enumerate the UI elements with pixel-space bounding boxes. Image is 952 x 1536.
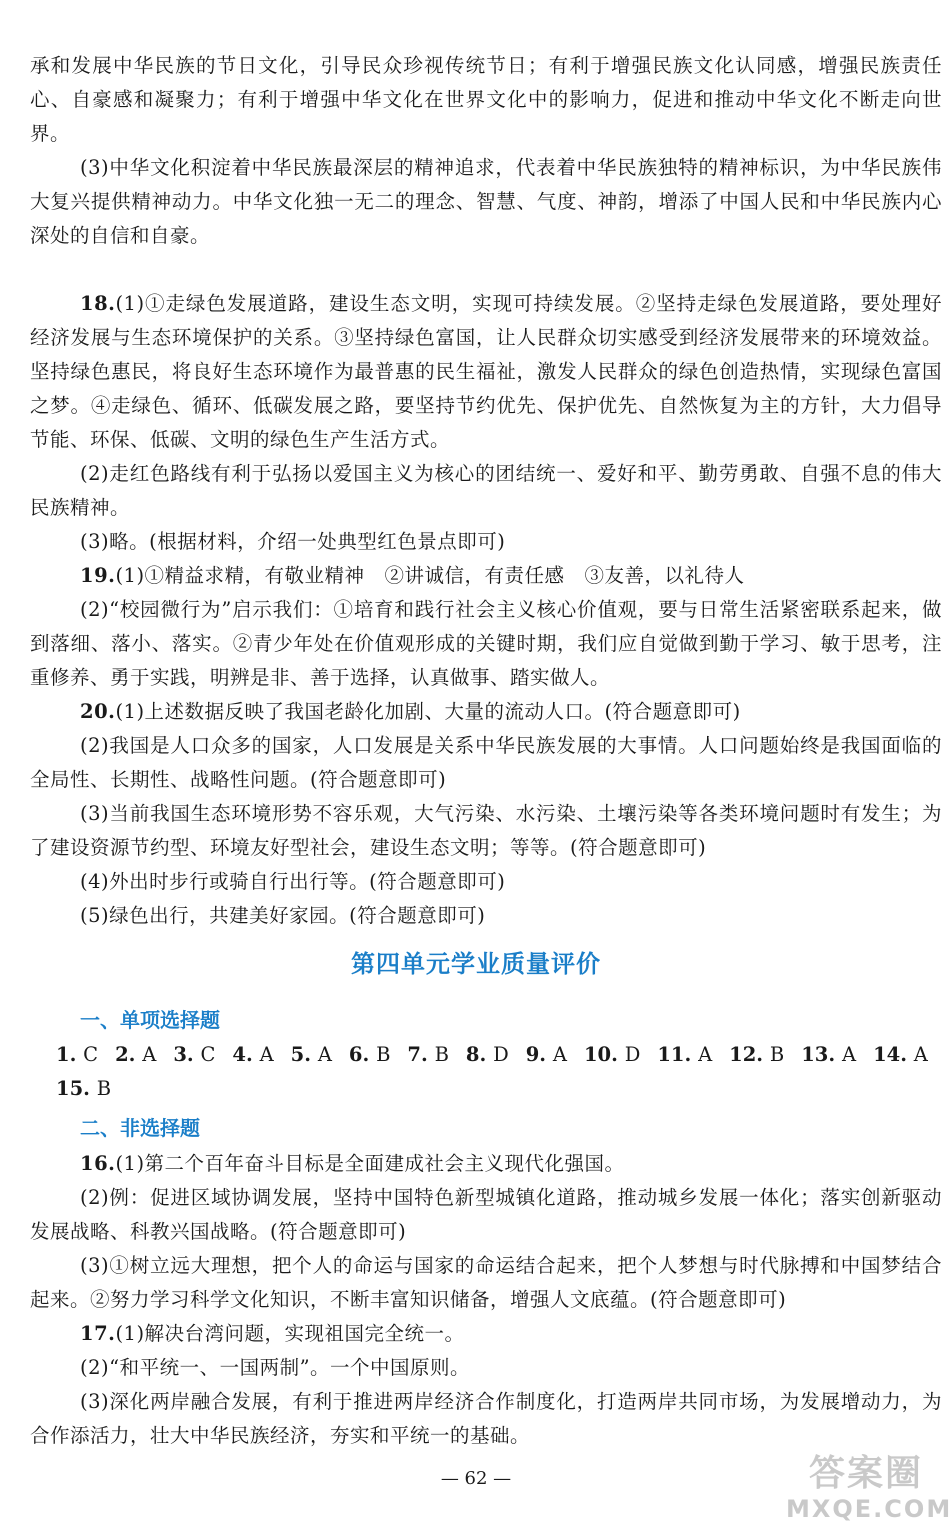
watermark-logo — [786, 1452, 952, 1532]
answer-number: 11. — [657, 1043, 692, 1066]
paragraph-17-3: (3)中华文化积淀着中华民族最深层的精神追求，代表着中华民族独特的精神标识，为中华民族伟大复兴提供精神动力。中华文化独一无二的理念、智慧、气度、神韵，增添了中国人民和中华民族内心深处的自信和自豪。 — [30, 156, 942, 247]
answer-value: A — [317, 1043, 332, 1066]
answer-value: B — [376, 1043, 391, 1066]
q19-number: 19. — [80, 564, 116, 587]
watermark-top: 答案圈 — [808, 1453, 923, 1494]
answer-item — [232, 1038, 273, 1072]
answer-number: 13. — [801, 1043, 836, 1066]
answer-value: B — [769, 1043, 785, 1066]
answer-number: 5. — [290, 1043, 312, 1066]
answer-number: 14. — [873, 1043, 907, 1066]
q17-part3: (3)深化两岸融合发展，有利于推进两岸经济合作制度化，打造两岸共同市场，为发展增动力，为合作添活力，壮大中华民族经济，夯实和平统一的基础。 — [30, 1390, 942, 1447]
answer-number: 4. — [232, 1043, 253, 1066]
answer-item — [173, 1038, 215, 1072]
answer-number: 8. — [465, 1043, 487, 1066]
answer-number: 6. — [348, 1043, 370, 1066]
answer-item — [729, 1038, 784, 1072]
q19-part1 — [30, 559, 942, 593]
answer-item — [657, 1038, 712, 1072]
answer-number: 15. — [56, 1077, 90, 1100]
q16-number: 16. — [80, 1152, 116, 1175]
answer-value: A — [142, 1043, 157, 1066]
paragraph-continued: 承和发展中华民族的节日文化，引导民众珍视传统节日；有利于增强民族文化认同感，增强民族责任心、自豪感和凝聚力；有利于增强中华文化在世界文化中的影响力，促进和推动中华文化不断走向世界。 — [30, 54, 942, 145]
q20-part1-text: (1)上述数据反映了我国老龄化加剧、大量的流动人口。(符合题意即可) — [115, 700, 741, 723]
answer-value: A — [913, 1043, 928, 1066]
answer-item — [349, 1038, 391, 1072]
answer-item — [873, 1038, 928, 1072]
answer-value: C — [83, 1043, 99, 1066]
answer-item — [526, 1038, 567, 1072]
answer-item — [466, 1038, 509, 1072]
page-number: — 62 — — [440, 1468, 512, 1489]
q16-part1 — [30, 1147, 942, 1181]
q17-part1-text: (1)解决台湾问题，实现祖国完全统一。 — [115, 1322, 465, 1345]
answer-value: A — [552, 1043, 567, 1066]
answer-number: 1. — [56, 1043, 77, 1066]
q18-part2: (2)走红色路线有利于弘扬以爱国主义为核心的团结统一、爱好和平、勤劳勇敢、自强不息的伟大民族精神。 — [30, 462, 942, 519]
answer-list — [56, 1038, 946, 1106]
q16-part3: (3)①树立远大理想，把个人的命运与国家的命运结合起来，把个人梦想与时代脉搏和中国梦结合起来。②努力学习科学文化知识，不断丰富知识储备，增强人文底蕴。(符合题意即可) — [30, 1254, 942, 1311]
answer-item — [56, 1038, 98, 1072]
unit-heading: 第四单元学业质量评价 — [351, 950, 601, 978]
answer-value: C — [200, 1043, 216, 1066]
answer-value: B — [434, 1043, 449, 1066]
answer-item — [584, 1038, 640, 1072]
section-single-choice-title: 一、单项选择题 — [80, 1008, 220, 1032]
answer-value: D — [624, 1043, 641, 1066]
answer-item — [801, 1038, 856, 1072]
answer-value: A — [259, 1043, 274, 1066]
answer-number: 2. — [115, 1043, 136, 1066]
q20-part5: (5)绿色出行，共建美好家园。(符合题意即可) — [80, 904, 486, 927]
q18-part1 — [30, 287, 942, 457]
q20-part4: (4)外出时步行或骑自行出行等。(符合题意即可) — [80, 870, 506, 893]
answer-number: 12. — [729, 1043, 764, 1066]
answer-value: A — [698, 1043, 713, 1066]
watermark-bottom: MXQE.COM — [786, 1495, 952, 1523]
q20-part3: (3)当前我国生态环境形势不容乐观，大气污染、水污染、土壤污染等各类环境问题时有发生；为了建设资源节约型、环境友好型社会，建设生态文明；等等。(符合题意即可) — [30, 802, 942, 859]
answer-value: B — [96, 1077, 112, 1100]
q17-number: 17. — [80, 1322, 116, 1345]
answer-number: 10. — [583, 1043, 618, 1066]
q20-number: 20. — [80, 700, 116, 723]
q18-part3: (3)略。(根据材料，介绍一处典型红色景点即可) — [80, 530, 506, 553]
q19-part2: (2)“校园微行为”启示我们：①培育和践行社会主义核心价值观，要与日常生活紧密联系起来，做到落细、落小、落实。②青少年处在价值观形成的关键时期，我们应自觉做到勤于学习、敏于思考，注重修养、勇于实践，明辨是非、善于选择，认真做事、踏实做人。 — [30, 598, 942, 689]
q19-part1-text: (1)①精益求精，有敬业精神 ②讲诚信，有责任感 ③友善，以礼待人 — [115, 564, 745, 587]
q18-part1-text: (1)①走绿色发展道路，建设生态文明，实现可持续发展。②坚持走绿色发展道路，要处理好经济发展与生态环境保护的关系。③坚持绿色富国，让人民群众切实感受到经济发展带来的环境效益。坚持绿色惠民，将良好生态环境作为最普惠的民生福祉，激发人民群众的绿色创造热情，实现绿色富国之梦。④走绿色、循环、低碳发展之路，要坚持节约优先、保护优先、自然恢复为主的方针，大力倡导节能、环保、低碳、文明的绿色生产生活方式。 — [30, 292, 942, 451]
answer-value: D — [493, 1043, 509, 1066]
answer-item — [115, 1038, 156, 1072]
q20-part2: (2)我国是人口众多的国家，人口发展是关系中华民族发展的大事情。人口问题始终是我国面临的全局性、长期性、战略性问题。(符合题意即可) — [30, 734, 942, 791]
answer-item — [407, 1038, 449, 1072]
answer-number: 9. — [525, 1043, 547, 1066]
q20-part1 — [30, 695, 942, 729]
answer-number: 3. — [173, 1043, 194, 1066]
q16-part1-text: (1)第二个百年奋斗目标是全面建成社会主义现代化强国。 — [115, 1152, 625, 1175]
q16-part2: (2)例：促进区域协调发展，坚持中国特色新型城镇化道路，推动城乡发展一体化；落实创新驱动发展战略、科教兴国战略。(符合题意即可) — [30, 1186, 942, 1243]
answer-value: A — [841, 1043, 857, 1066]
section-non-choice-title: 二、非选择题 — [80, 1116, 200, 1140]
answer-item — [291, 1038, 332, 1072]
answer-number: 7. — [407, 1043, 428, 1066]
q18-number: 18. — [80, 292, 116, 315]
q17-part1 — [30, 1317, 942, 1351]
q17-part2: (2)“和平统一、一国两制”。一个中国原则。 — [80, 1356, 471, 1379]
answer-item — [56, 1072, 111, 1106]
